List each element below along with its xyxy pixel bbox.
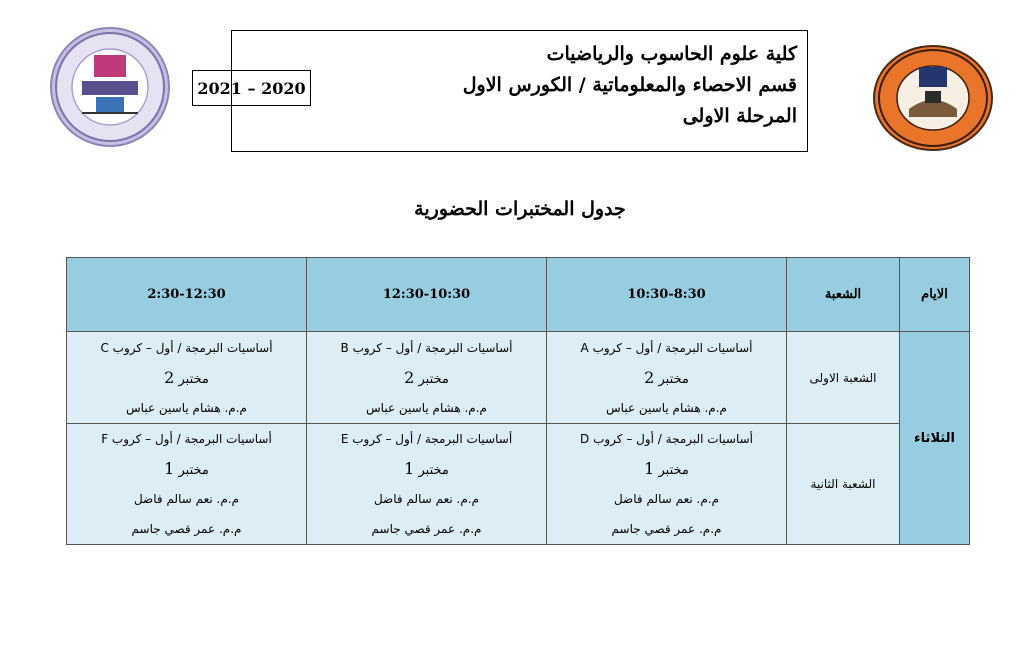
lab-name xyxy=(67,454,306,484)
college-seal-graphic xyxy=(52,29,168,145)
lab-word: مختبر xyxy=(418,463,449,478)
header-box xyxy=(231,30,808,152)
lab-number: 2 xyxy=(164,367,175,387)
course-name: أساسيات البرمجة / أول – كروب E xyxy=(340,432,513,446)
header-slot-3: 2:30-12:30 xyxy=(67,258,307,332)
instructor-name: م.م. هشام ياسين عباس xyxy=(606,400,727,415)
course-name: أساسيات البرمجة / أول – كروب C xyxy=(100,340,273,355)
page-title: جدول المختبرات الحضورية xyxy=(414,198,626,220)
course-name: أساسيات البرمجة / أول – كروب F xyxy=(101,432,272,446)
course-name: أساسيات البرمجة / أول – كروب D xyxy=(580,432,753,446)
section-cell: الشعبة الثانية xyxy=(787,424,900,545)
lab-cell xyxy=(307,424,547,545)
schedule-table xyxy=(66,257,970,545)
instructor-name: م.م. نعم سالم فاضل xyxy=(373,492,480,506)
instructor-name: م.م. هشام ياسين عباس xyxy=(366,400,487,415)
instructor-name: م.م. عمر قصي جاسم xyxy=(131,522,242,536)
stage-name: المرحلة الاولى xyxy=(682,105,797,127)
lab-cell xyxy=(67,332,307,424)
header-days: الايام xyxy=(900,258,970,332)
instructor-name: م.م. نعم سالم فاضل xyxy=(133,492,240,506)
table-row xyxy=(67,332,970,424)
instructor-name: م.م. عمر قصي جاسم xyxy=(611,522,722,536)
lab-word: مختبر xyxy=(178,463,209,478)
header-section: الشعبة xyxy=(787,258,900,332)
lab-word: مختبر xyxy=(658,371,689,387)
department-name: قسم الاحصاء والمعلوماتية / الكورس الاول xyxy=(462,74,797,96)
instructor-name: م.م. هشام ياسين عباس xyxy=(126,400,247,415)
lab-name xyxy=(547,454,786,484)
lab-number: 1 xyxy=(644,459,655,478)
lab-number: 1 xyxy=(164,459,175,478)
course-name: أساسيات البرمجة / أول – كروب A xyxy=(580,340,753,355)
lab-number: 2 xyxy=(644,367,655,387)
table-row xyxy=(67,424,970,545)
university-logo xyxy=(873,45,993,151)
day-cell: الثلاثاء xyxy=(900,332,970,545)
college-logo xyxy=(50,27,170,147)
lab-word: مختبر xyxy=(658,463,689,478)
lab-cell xyxy=(307,332,547,424)
header-slot-2: 12:30-10:30 xyxy=(307,258,547,332)
instructor-name: م.م. عمر قصي جاسم xyxy=(371,522,482,536)
lab-name xyxy=(67,363,306,393)
lab-word: مختبر xyxy=(178,371,209,387)
lab-word: مختبر xyxy=(418,371,449,387)
header-slot-1: 10:30-8:30 xyxy=(547,258,787,332)
course-name: أساسيات البرمجة / أول – كروب B xyxy=(340,340,513,355)
section-cell: الشعبة الاولى xyxy=(787,332,900,424)
instructor-name: م.م. نعم سالم فاضل xyxy=(613,492,720,506)
college-name: كلية علوم الحاسوب والرياضيات xyxy=(546,43,797,65)
university-seal-graphic xyxy=(875,47,991,149)
lab-number: 1 xyxy=(404,459,415,478)
lab-cell xyxy=(547,424,787,545)
lab-name xyxy=(307,363,546,393)
lab-name xyxy=(547,363,786,393)
lab-cell xyxy=(547,332,787,424)
lab-number: 2 xyxy=(404,367,415,387)
academic-year: 2021 – 2020 xyxy=(192,70,311,106)
lab-cell xyxy=(67,424,307,545)
lab-name xyxy=(307,454,546,484)
table-header-row xyxy=(67,258,970,332)
